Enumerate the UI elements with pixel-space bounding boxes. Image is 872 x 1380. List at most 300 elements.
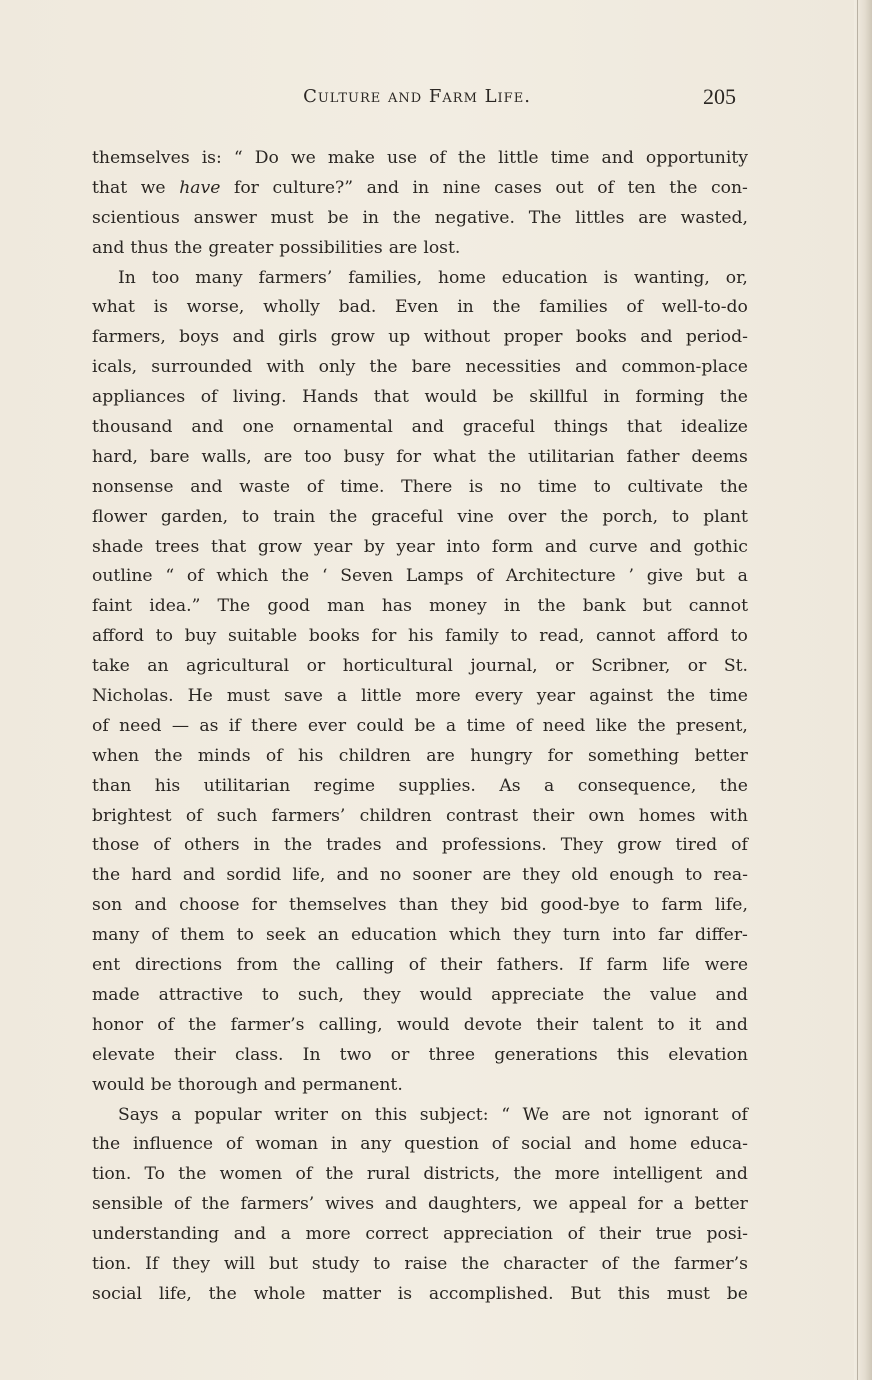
word: educa- [689, 1134, 748, 1155]
word: answer [193, 207, 257, 228]
text-line [92, 802, 748, 832]
word: it [688, 1014, 702, 1035]
word: correct [365, 1224, 429, 1245]
word: their [440, 955, 483, 976]
word: is [603, 267, 618, 288]
word: the [284, 835, 313, 856]
word: tion. [92, 1164, 132, 1185]
word: no [379, 865, 402, 886]
word: made [92, 984, 140, 1005]
word: shade [92, 536, 144, 557]
word: negative. [434, 207, 515, 228]
word: but [269, 1253, 298, 1274]
text-line [92, 323, 748, 353]
word: But [570, 1283, 601, 1304]
word: utilitarian [203, 775, 291, 796]
word: cannot [595, 626, 656, 647]
word: St. [723, 656, 748, 677]
word: Nicholas. [92, 686, 174, 707]
word: is [468, 476, 484, 497]
word: to [632, 895, 650, 916]
word: any [360, 1134, 392, 1155]
word: this [616, 1044, 650, 1065]
word: with [266, 357, 305, 378]
text-line [92, 1041, 748, 1071]
word: farmer’s [674, 1253, 748, 1274]
word: calling, [318, 1014, 383, 1035]
word: and [544, 536, 578, 557]
word: elevation [668, 1044, 748, 1065]
word: of [200, 387, 218, 408]
word: be [492, 387, 514, 408]
text-line [92, 622, 748, 652]
word: to [373, 1253, 391, 1274]
word: brightest [92, 805, 172, 826]
word: The [217, 596, 251, 617]
word: matter [322, 1283, 381, 1304]
word: thus [130, 237, 169, 258]
word: of [185, 805, 203, 826]
word: could [356, 715, 405, 736]
word: influence [132, 1134, 214, 1155]
word: into [446, 536, 481, 557]
text-line [92, 921, 748, 951]
word: the [457, 148, 487, 168]
word: them [180, 925, 225, 946]
word: out [555, 177, 584, 198]
text-line [92, 533, 748, 563]
word: question [404, 1134, 479, 1155]
word: Seven [340, 566, 394, 587]
word: they [450, 895, 489, 916]
word: many [92, 925, 140, 946]
word: directions [134, 955, 223, 976]
word: many [195, 267, 243, 288]
word: good [267, 596, 311, 617]
word: Says [118, 1104, 159, 1125]
word: every [474, 686, 523, 707]
word: of [153, 835, 171, 856]
text-line [92, 413, 748, 443]
word: and [190, 476, 223, 497]
word: and [715, 1014, 748, 1035]
word: which [216, 566, 269, 587]
word: man [327, 596, 365, 617]
word: give [646, 566, 684, 587]
word: without [423, 327, 491, 348]
word: ornamental [292, 417, 393, 438]
text-line [92, 234, 748, 264]
text-line [92, 353, 748, 383]
word: to [510, 626, 528, 647]
word: utilitarian [527, 446, 615, 467]
word: Lamps [405, 566, 464, 587]
word: the [369, 357, 398, 378]
word: and [715, 984, 748, 1005]
word: districts, [423, 1164, 501, 1185]
word: generations [494, 1044, 598, 1065]
word: or [555, 656, 574, 677]
word: of [157, 1014, 175, 1035]
word: subject: [419, 1104, 489, 1125]
word: “ [233, 148, 243, 168]
word: forming [635, 387, 705, 408]
word: permanent. [302, 1074, 403, 1095]
word: is [397, 1283, 413, 1304]
word: such, [297, 984, 345, 1005]
word: need [542, 715, 586, 736]
word: to [242, 506, 260, 527]
word: farm [661, 895, 703, 916]
word: be [726, 1283, 748, 1304]
word: the [325, 1164, 354, 1185]
word: of [601, 1253, 619, 1274]
body-text [92, 144, 748, 1310]
word: buy [184, 626, 217, 647]
word: life, [158, 1283, 192, 1304]
word: cases [494, 177, 542, 198]
word: agricultural [186, 656, 290, 677]
word: greater [208, 237, 274, 258]
word: talent [592, 1014, 644, 1035]
word: They [560, 835, 604, 856]
text-line [92, 891, 748, 921]
word: a [336, 686, 348, 707]
word: supplies. [398, 775, 476, 796]
word: girls [278, 327, 318, 348]
word: no [499, 476, 522, 497]
word: are [638, 207, 667, 228]
word: too [151, 267, 180, 288]
word: life, [714, 895, 748, 916]
word: the [637, 715, 666, 736]
word: time [538, 476, 577, 497]
word: the [92, 1134, 121, 1155]
word: littles [575, 207, 625, 228]
word: possibilities [279, 237, 383, 258]
word: trades [326, 835, 382, 856]
text-line [92, 1130, 748, 1160]
word: like [595, 715, 628, 736]
word: If [145, 1253, 159, 1274]
word: will [223, 1253, 256, 1274]
word: this [374, 1104, 408, 1125]
word: children [338, 745, 411, 766]
word: worse, [186, 297, 245, 318]
word: year [396, 536, 435, 557]
word: have [179, 177, 221, 198]
word: others [183, 835, 240, 856]
word: or [687, 656, 707, 677]
word: themselves [92, 148, 190, 168]
text-line [92, 264, 748, 294]
word: a [673, 1194, 684, 1215]
word: time [466, 715, 506, 736]
word: sooner [412, 865, 472, 886]
word: in [603, 387, 620, 408]
word: old [571, 865, 599, 886]
word: wholly [263, 297, 320, 318]
word: and [182, 865, 216, 886]
word: a [737, 566, 748, 587]
word: of [567, 1224, 585, 1245]
word: popular [194, 1104, 262, 1125]
word: life [662, 955, 690, 976]
word: to [685, 865, 703, 886]
word: skillful [529, 387, 588, 408]
word: books [575, 327, 627, 348]
word: homes [638, 805, 696, 826]
word: his [408, 626, 434, 647]
word: of [186, 566, 204, 587]
word: grow [257, 536, 303, 557]
word: we [532, 1194, 558, 1215]
word: the [392, 207, 421, 228]
word: we [140, 177, 166, 198]
word: their [598, 1224, 641, 1245]
word: and [233, 1224, 267, 1245]
word: regime [313, 775, 376, 796]
word: differ- [694, 925, 748, 946]
word: are [482, 865, 512, 886]
word: study [311, 1253, 360, 1274]
word: elevate [92, 1044, 155, 1065]
word: and [640, 327, 673, 348]
word: wives [325, 1194, 375, 1215]
word: common-place [621, 357, 748, 378]
word: his [297, 745, 324, 766]
word: as [199, 715, 219, 736]
word: the [461, 1253, 490, 1274]
word: families, [348, 267, 423, 288]
word: of [225, 1134, 243, 1155]
word: farmers’ [271, 805, 346, 826]
word: — [171, 715, 190, 736]
word: were [704, 955, 748, 976]
text-line [92, 712, 748, 742]
word: more [305, 1224, 351, 1245]
word: value [650, 984, 697, 1005]
word: or [306, 656, 326, 677]
text-line [92, 383, 748, 413]
word: “ [165, 566, 175, 587]
word: idea.” [149, 596, 201, 617]
word: which [448, 925, 501, 946]
word: ent [92, 955, 121, 976]
word: afford [666, 626, 719, 647]
text-line [92, 831, 748, 861]
word: that [211, 536, 247, 557]
word: icals, [92, 357, 138, 378]
word: of [731, 835, 748, 856]
word: up [388, 327, 411, 348]
word: and [411, 417, 444, 438]
word: boys [179, 327, 220, 348]
word: for [396, 446, 422, 467]
word: bid [500, 895, 529, 916]
word: are [426, 745, 455, 766]
word: tired [675, 835, 718, 856]
word: social [92, 1283, 143, 1304]
word: we [290, 148, 316, 168]
word: father [626, 446, 680, 467]
page-header [90, 86, 744, 114]
word: such [216, 805, 258, 826]
word: for [547, 745, 573, 766]
word: the [281, 566, 310, 587]
text-line [92, 1190, 748, 1220]
word: those [92, 835, 140, 856]
word: of [515, 715, 533, 736]
word: has [381, 596, 412, 617]
word: family [445, 626, 499, 647]
word: suitable [228, 626, 298, 647]
word: three [428, 1044, 476, 1065]
word: over [507, 506, 547, 527]
word: and [134, 895, 167, 916]
word: the [174, 237, 203, 258]
word: they [522, 865, 561, 886]
word: ’ [628, 566, 634, 587]
word: into [612, 925, 647, 946]
text-line [92, 473, 748, 503]
word: We [522, 1104, 550, 1125]
word: con- [711, 177, 748, 198]
text-line [92, 592, 748, 622]
word: garden, [160, 506, 229, 527]
word: and [336, 865, 369, 886]
word: are [263, 446, 293, 467]
word: by [363, 536, 385, 557]
word: the [292, 955, 321, 976]
word: son [92, 895, 123, 916]
word: are [561, 1104, 591, 1125]
word: to [593, 476, 611, 497]
word: they [172, 1253, 211, 1274]
word: farmers’ [258, 267, 333, 288]
word: their [532, 805, 575, 826]
word: To [144, 1164, 166, 1185]
word: of [476, 566, 494, 587]
word: than [92, 775, 132, 796]
text-line [92, 652, 748, 682]
word: in [412, 177, 430, 198]
word: their [536, 1014, 579, 1035]
word: ignorant [644, 1104, 719, 1125]
word: walls, [201, 446, 252, 467]
word: Architecture [505, 566, 616, 587]
word: deems [691, 446, 748, 467]
word: year [313, 536, 353, 557]
word: fathers. [496, 955, 565, 976]
word: good-bye [540, 895, 620, 916]
word: to [672, 506, 690, 527]
word: and [191, 417, 224, 438]
word: must [226, 686, 270, 707]
word: in [503, 596, 521, 617]
word: trees [155, 536, 200, 557]
word: class. [235, 1044, 284, 1065]
word: for [637, 1194, 663, 1215]
word: that [373, 387, 409, 408]
word: home [629, 1134, 678, 1155]
word: a [171, 1104, 182, 1125]
word: of [597, 177, 614, 198]
word: or, [725, 267, 748, 288]
text-line [92, 861, 748, 891]
word: farm [606, 955, 648, 976]
word: that [626, 417, 663, 438]
word: be [414, 715, 436, 736]
word: but [695, 566, 725, 587]
word: scientious [92, 207, 180, 228]
word: hard [131, 865, 172, 886]
word: more [415, 686, 461, 707]
word: of [295, 1164, 313, 1185]
word: would [424, 387, 478, 408]
word: woman [255, 1134, 319, 1155]
word: to [261, 984, 280, 1005]
text-line [92, 682, 748, 712]
word: they [362, 984, 401, 1005]
word: and [584, 1134, 617, 1155]
word: to [657, 1014, 675, 1035]
word: the [719, 775, 748, 796]
word: of [151, 925, 169, 946]
word: the [154, 745, 183, 766]
word: be [150, 1074, 172, 1095]
word: make [327, 148, 375, 168]
word: too [304, 446, 332, 467]
word: farmers, [92, 327, 166, 348]
word: would [92, 1074, 145, 1095]
word: what [433, 446, 476, 467]
text-line [92, 443, 748, 473]
word: a [445, 715, 457, 736]
word: grow [617, 835, 662, 856]
word: to [730, 626, 748, 647]
word: with [709, 805, 748, 826]
word: surrounded [151, 357, 253, 378]
word: far [658, 925, 683, 946]
word: bare [149, 446, 190, 467]
word: accomplished. [428, 1283, 554, 1304]
word: that [92, 177, 128, 198]
word: rural [366, 1164, 411, 1185]
word: Scribner, [591, 656, 671, 677]
word: to [155, 626, 173, 647]
word: the [537, 596, 566, 617]
word: the [719, 476, 748, 497]
word: As [499, 775, 521, 796]
word: thorough [177, 1074, 258, 1095]
word: the [208, 1283, 237, 1304]
word: wanting, [633, 267, 710, 288]
text-line [92, 772, 748, 802]
word: in [457, 297, 474, 318]
word: of [306, 476, 324, 497]
word: proper [503, 327, 563, 348]
word: families [539, 297, 608, 318]
word: wasted, [680, 207, 748, 228]
word: of [173, 1194, 191, 1215]
word: necessities [465, 357, 561, 378]
word: of [265, 745, 283, 766]
word: The [528, 207, 562, 228]
word: women [219, 1164, 283, 1185]
word: understanding [92, 1224, 220, 1245]
word: gothic [693, 536, 748, 557]
